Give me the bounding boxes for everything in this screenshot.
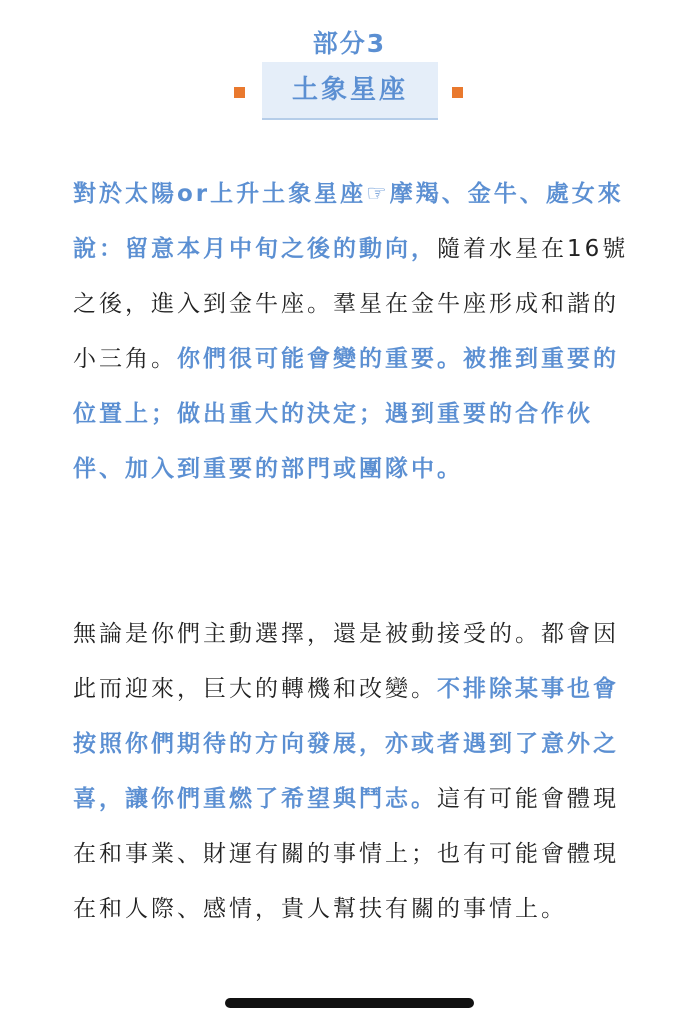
highlight-text: 對於太陽or上升土象星座☞摩羯、金牛、處女來說：留意本月中旬之後的動向，	[73, 181, 624, 262]
home-indicator[interactable]	[225, 998, 474, 1008]
section-title-row	[0, 62, 699, 122]
section-title: 土象星座	[262, 62, 438, 120]
article-paragraph-2	[73, 607, 633, 937]
right-square-marker	[452, 87, 463, 98]
body-text: 隨着水星在16號之後，進入到金牛座。羣星在金牛座形成和諧的小三角。	[73, 236, 629, 372]
article-paragraph-1	[73, 167, 633, 497]
left-square-marker	[234, 87, 245, 98]
body-text: 無論是你們主動選擇，還是被動接受的。都會因此而迎來，巨大的轉機和改變。	[73, 621, 619, 702]
body-text: 這有可能會體現在和事業、財運有關的事情上；也有可能會體現在和人際、感情，貴人幫扶有關的事情上。	[73, 786, 619, 922]
section-label: 部分3	[312, 29, 387, 58]
highlight-text: 不排除某事也會按照你們期待的方向發展，亦或者遇到了意外之喜，讓你們重燃了希望與鬥志。	[73, 676, 619, 812]
highlight-text: 你們很可能會變的重要。被推到重要的位置上；做出重大的決定；遇到重要的合作伙伴、加入到重要的部門或團隊中。	[73, 346, 619, 482]
